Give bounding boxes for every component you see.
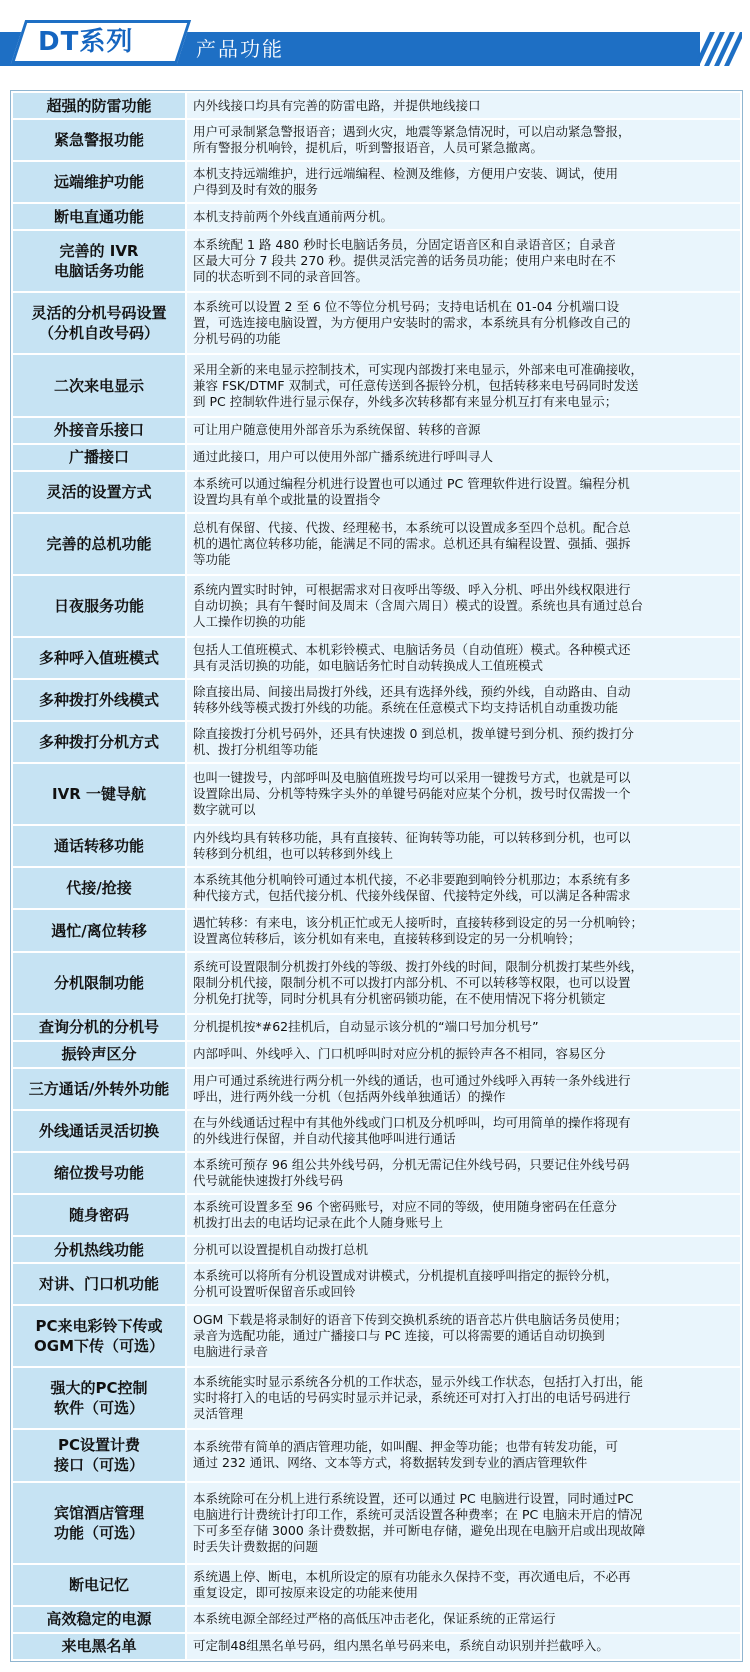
feature-description bbox=[187, 293, 740, 353]
feature-description bbox=[187, 1368, 740, 1428]
description-line: 重复设定，即可按原来设定的功能来使用 bbox=[193, 1584, 419, 1600]
feature-name bbox=[13, 1634, 185, 1659]
feature-name-line: 分机热线功能 bbox=[53, 1240, 144, 1259]
description-line: 除直接拨打分机号码外，还具有快速拨 0 到总机，拨单键号到分机、预约拨打分 bbox=[193, 726, 634, 742]
feature-name bbox=[13, 722, 185, 762]
description-line: 实时将打入的电话的号码实时显示并记录，系统还可对打入打出的电话号码进行 bbox=[193, 1390, 631, 1406]
feature-name-line: 强大的PC控制 bbox=[50, 1379, 148, 1398]
feature-description bbox=[187, 204, 740, 229]
description-line: 灵活管理 bbox=[193, 1406, 244, 1422]
feature-name-line: 二次来电显示 bbox=[53, 376, 144, 395]
description-line: 具有灵活切换的功能，如电脑话务忙时自动转换成人工值班模式 bbox=[193, 658, 544, 673]
feature-name bbox=[13, 120, 185, 160]
feature-name bbox=[13, 1483, 185, 1563]
description-line: 本机支持远端维护，进行远端编程、检测及维修，方便用户安装、调试，使用 bbox=[193, 166, 619, 182]
feature-name-line: 随身密码 bbox=[68, 1206, 129, 1225]
feature-description bbox=[187, 722, 740, 762]
description-line: 人工操作切换的功能 bbox=[193, 613, 306, 629]
description-line: 本系统除可在分机上进行系统设置，还可以通过 PC 电脑进行设置，同时通过PC bbox=[193, 1490, 634, 1506]
feature-name bbox=[13, 1195, 185, 1235]
description-line: 自动切换；具有午餐时间及周末（含周六周日）模式的设置。系统也具有通过总台 bbox=[193, 597, 644, 613]
description-line: 包括人工值班模式、本机彩铃模式、电脑话务员（自动值班）模式。各种模式还 bbox=[193, 642, 631, 657]
feature-description bbox=[187, 1634, 740, 1659]
table-row bbox=[13, 722, 740, 762]
feature-name-line: 远端维护功能 bbox=[53, 173, 144, 192]
feature-name-line: 多种拨打分机方式 bbox=[38, 733, 159, 752]
table-row bbox=[13, 1264, 740, 1304]
feature-name bbox=[13, 826, 185, 866]
feature-name bbox=[13, 1368, 185, 1428]
description-line: 设置均具有单个或批量的设置指令 bbox=[193, 491, 381, 507]
feature-name bbox=[13, 1264, 185, 1304]
feature-name-line: 功能（可选） bbox=[53, 1523, 144, 1542]
description-line: 置，可选连接电脑设置，为方便用户安装时的需求，本系统具有分机修改自己的 bbox=[193, 315, 631, 331]
table-row bbox=[13, 638, 740, 678]
description-line: 分机提机按*#62挂机后，自动显示该分机的“端口号加分机号” bbox=[193, 1019, 539, 1035]
table-row bbox=[13, 1153, 740, 1193]
feature-name-line: 宾馆酒店管理 bbox=[53, 1503, 144, 1522]
feature-name-line: 查询分机的分机号 bbox=[38, 1018, 159, 1037]
feature-description bbox=[187, 445, 740, 470]
description-line: 除直接出局、间接出局拨打外线，还具有选择外线，预约外线，自动路由、自动 bbox=[193, 684, 631, 700]
description-line: 等功能 bbox=[193, 551, 231, 567]
description-line: 到 PC 控制软件进行显示保存，外线多次转移都有来显分机互打有来电显示； bbox=[193, 393, 618, 409]
feature-name bbox=[13, 576, 185, 636]
description-line: 本系统可以通过编程分机进行设置也可以通过 PC 管理软件进行设置。编程分机 bbox=[193, 475, 630, 491]
table-row bbox=[13, 868, 740, 908]
table-row bbox=[13, 764, 740, 824]
feature-description bbox=[187, 826, 740, 866]
feature-name bbox=[13, 1042, 185, 1067]
feature-name bbox=[13, 93, 185, 118]
feature-name-line: 遇忙/离位转移 bbox=[51, 921, 147, 940]
feature-description bbox=[187, 1111, 740, 1151]
description-line: 本系统配 1 路 480 秒时长电脑话务员，分固定语音区和自录语音区；自录音 bbox=[193, 237, 616, 253]
description-line: 种代接方式，包括代接分机、代接外线保留、代接特定外线，可以满足各种需求 bbox=[193, 888, 631, 904]
feature-name bbox=[13, 231, 185, 291]
description-line: 本系统电源全部经过严格的高低压冲击老化，保证系统的正常运行 bbox=[193, 1611, 556, 1627]
section-subtitle: 产品功能 bbox=[196, 37, 284, 61]
description-line: 分机免打扰等，同时分机具有分机密码锁功能，在不使用情况下将分机锁定 bbox=[193, 990, 606, 1006]
description-line: 分机可以设置提机自动拨打总机 bbox=[193, 1241, 369, 1257]
feature-description bbox=[187, 355, 740, 415]
description-line: OGM 下载是将录制好的语音下传到交换机系统的语音芯片供电脑话务员使用； bbox=[193, 1312, 628, 1328]
feature-description bbox=[187, 638, 740, 678]
feature-name-line: 灵活的分机号码设置 bbox=[31, 304, 167, 323]
feature-name-line: 接口（可选） bbox=[53, 1456, 144, 1475]
description-line: 本系统能实时显示系统各分机的工作状态，显示外线工作状态，包括打入打出，能 bbox=[193, 1374, 644, 1390]
description-line: 用户可录制紧急警报语音；遇到火灾，地震等紧急情况时，可以启动紧急警报， bbox=[193, 124, 631, 140]
description-line: 电脑进行录音 bbox=[193, 1344, 269, 1360]
description-line: 系统遇上停、断电，本机所设定的原有功能永久保持不变，再次通电后，不必再 bbox=[193, 1568, 631, 1584]
description-line: 机拨打出去的电话均记录在此个人随身账号上 bbox=[193, 1215, 444, 1231]
feature-name bbox=[13, 868, 185, 908]
feature-name-line: 外接音乐接口 bbox=[53, 421, 144, 440]
description-line: 本系统其他分机响铃可通过本机代接，不必非要跑到响铃分机那边；本系统有多 bbox=[193, 872, 631, 888]
table-row bbox=[13, 680, 740, 720]
description-line: 内外线均具有转移功能，具有直接转、征询转等功能，可以转移到分机，也可以 bbox=[193, 830, 631, 846]
description-line: 区最大可分 7 段共 270 秒。提供灵活完善的话务员功能；使用户来电时在不 bbox=[193, 253, 616, 269]
description-line: 内外线接口均具有完善的防雷电路，并提供地线接口 bbox=[193, 97, 481, 113]
section-header bbox=[0, 20, 750, 66]
description-line: 分机可设置听保留音乐或回铃 bbox=[193, 1284, 356, 1300]
feature-name-line: 振铃声区分 bbox=[61, 1045, 137, 1064]
description-line: 数字就可以 bbox=[193, 802, 256, 818]
table-row bbox=[13, 1430, 740, 1480]
feature-name-line: 断电记忆 bbox=[68, 1575, 129, 1594]
feature-name-line: OGM下传（可选） bbox=[34, 1337, 164, 1356]
feature-name-line: 完善的总机功能 bbox=[46, 534, 152, 553]
feature-name-line: 多种呼入值班模式 bbox=[38, 649, 159, 667]
description-line: 采用全新的来电显示控制技术，可实现内部拨打来电显示，外部来电可准确接收， bbox=[193, 361, 644, 377]
feature-name-line: PC来电彩铃下传或 bbox=[35, 1317, 163, 1336]
feature-name bbox=[13, 1306, 185, 1366]
description-line: 电脑进行计费统计打印工作，系统可灵活设置各种费率；在 PC 电脑未开启的情况 bbox=[193, 1506, 643, 1522]
table-row bbox=[13, 472, 740, 512]
description-line: 机的遇忙离位转移功能，能满足不同的需求。总机还具有编程设置、强插、强拆 bbox=[193, 535, 631, 551]
series-title: DT系列 bbox=[38, 27, 134, 57]
description-line: 代号就能快速拨打外线号码 bbox=[193, 1172, 344, 1188]
table-row bbox=[13, 204, 740, 229]
feature-name bbox=[13, 162, 185, 202]
description-line: 通过此接口，用户可以使用外部广播系统进行呼叫寻人 bbox=[193, 449, 494, 465]
feature-description bbox=[187, 1264, 740, 1304]
description-line: 也叫一键拨号，内部呼叫及电脑值班拨号均可以采用一键拨号方式，也就是可以 bbox=[193, 770, 631, 786]
table-row bbox=[13, 162, 740, 202]
description-line: 本系统可以设置 2 至 6 位不等位分机号码；支持电话机在 01-04 分机端口设 bbox=[193, 299, 620, 315]
table-row bbox=[13, 1483, 740, 1563]
feature-name bbox=[13, 1069, 185, 1109]
description-line: 总机有保留、代接、代拨、经理秘书，本系统可以设置成多至四个总机。配合总 bbox=[193, 519, 631, 535]
description-line: 所有警报分机响铃，提机后，听到警报语音，人员可紧急撤离。 bbox=[193, 140, 544, 156]
feature-description bbox=[187, 953, 740, 1013]
feature-name bbox=[13, 638, 185, 678]
feature-description bbox=[187, 1042, 740, 1067]
feature-name bbox=[13, 472, 185, 512]
description-line: 系统可设置限制分机拨打外线的等级、拨打外线的时间，限制分机拨打某些外线， bbox=[193, 958, 644, 974]
table-row bbox=[13, 1237, 740, 1262]
description-line: 内部呼叫、外线呼入、门口机呼叫时对应分机的振铃声各不相同，容易区分 bbox=[193, 1046, 606, 1062]
feature-name bbox=[13, 514, 185, 574]
feature-name-line: 来电黑名单 bbox=[61, 1637, 137, 1656]
feature-name-line: 缩位拨号功能 bbox=[53, 1163, 144, 1182]
feature-description bbox=[187, 1565, 740, 1605]
feature-description bbox=[187, 514, 740, 574]
table-row bbox=[13, 1607, 740, 1632]
table-row bbox=[13, 1015, 740, 1040]
description-line: 限制分机代接，限制分机不可以拨打内部分机、不可以转移等权限，也可以设置 bbox=[193, 974, 631, 990]
feature-name-line: 代接/抢接 bbox=[66, 879, 132, 898]
feature-name-line: 软件（可选） bbox=[53, 1399, 144, 1418]
description-line: 转移到分机组，也可以转移到外线上 bbox=[193, 846, 394, 862]
feature-name-line: IVR 一键导航 bbox=[52, 785, 146, 804]
table-row bbox=[13, 826, 740, 866]
feature-description bbox=[187, 868, 740, 908]
description-line: 分机号码的功能 bbox=[193, 331, 281, 347]
feature-description bbox=[187, 231, 740, 291]
table-row bbox=[13, 576, 740, 636]
table-row bbox=[13, 93, 740, 118]
feature-name bbox=[13, 1111, 185, 1151]
description-line: 可让用户随意使用外部音乐为系统保留、转移的音源 bbox=[193, 422, 481, 438]
feature-name bbox=[13, 445, 185, 470]
table-row bbox=[13, 120, 740, 160]
table-row bbox=[13, 1306, 740, 1366]
feature-description bbox=[187, 472, 740, 512]
feature-description bbox=[187, 1483, 740, 1563]
description-line: 系统内置实时时钟，可根据需求对日夜呼出等级、呼入分机、呼出外线权限进行 bbox=[193, 581, 631, 597]
table-row bbox=[13, 1042, 740, 1067]
feature-name-line: 通话转移功能 bbox=[53, 837, 144, 856]
feature-name-line: 日夜服务功能 bbox=[53, 596, 144, 615]
table-row bbox=[13, 1565, 740, 1605]
feature-name bbox=[13, 680, 185, 720]
feature-name-line: 灵活的设置方式 bbox=[46, 482, 152, 501]
table-row bbox=[13, 355, 740, 415]
description-line: 本系统带有简单的酒店管理功能，如叫醒、押金等功能；也带有转发功能，可 bbox=[193, 1439, 619, 1455]
table-row bbox=[13, 1634, 740, 1659]
feature-name-line: 超强的防雷功能 bbox=[46, 96, 152, 115]
feature-name bbox=[13, 910, 185, 950]
table-row bbox=[13, 418, 740, 443]
description-line: 本系统可预存 96 组公共外线号码，分机无需记住外线号码，只要记住外线号码 bbox=[193, 1156, 630, 1172]
feature-description bbox=[187, 1607, 740, 1632]
description-line: 呼出，进行两外线一分机（包括两外线单独通话）的操作 bbox=[193, 1088, 506, 1104]
feature-name-line: 紧急警报功能 bbox=[53, 131, 144, 150]
feature-name bbox=[13, 293, 185, 353]
feature-name-line: （分机自改号码） bbox=[38, 324, 159, 343]
feature-name-line: 完善的 IVR bbox=[59, 242, 139, 261]
feature-name bbox=[13, 1430, 185, 1480]
feature-description bbox=[187, 1015, 740, 1040]
feature-description bbox=[187, 680, 740, 720]
feature-name-line: 三方通话/外转外功能 bbox=[28, 1079, 170, 1098]
feature-description bbox=[187, 764, 740, 824]
feature-name-line: 高效稳定的电源 bbox=[46, 1610, 152, 1629]
feature-name bbox=[13, 418, 185, 443]
table-row bbox=[13, 445, 740, 470]
feature-name bbox=[13, 1015, 185, 1040]
description-line: 本系统可设置多至 96 个密码账号，对应不同的等级，使用随身密码在任意分 bbox=[193, 1199, 617, 1215]
feature-name-line: 对讲、门口机功能 bbox=[38, 1275, 159, 1294]
description-line: 时丢失计费数据的问题 bbox=[193, 1538, 319, 1554]
feature-name bbox=[13, 1237, 185, 1262]
description-line: 下可多至存储 3000 条计费数据，并可断电存储，避免出现在电脑开启或出现故障 bbox=[193, 1522, 646, 1538]
feature-name-line: 断电直通功能 bbox=[53, 207, 144, 226]
description-line: 遇忙转移：有来电，该分机正忙或无人接听时，直接转移到设定的另一分机响铃； bbox=[193, 914, 644, 930]
description-line: 本机支持前两个外线直通前两分机。 bbox=[193, 208, 394, 224]
description-line: 通过 232 通讯、网络、文本等方式，将数据转发到专业的酒店管理软件 bbox=[193, 1455, 588, 1471]
description-line: 户得到及时有效的服务 bbox=[193, 182, 319, 198]
decorative-stripes bbox=[696, 32, 742, 66]
feature-name bbox=[13, 953, 185, 1013]
description-line: 机、拨打分机组等功能 bbox=[193, 742, 319, 758]
table-row bbox=[13, 1111, 740, 1151]
description-line: 录音为选配功能，通过广播接口与 PC 连接，可以将需要的通话自动切换到 bbox=[193, 1328, 605, 1344]
description-line: 设置离位转移后，该分机如有来电，直接转移到设定的另一分机响铃； bbox=[193, 930, 581, 946]
description-line: 的外线进行保留，并自动代接其他呼叫进行通话 bbox=[193, 1130, 456, 1146]
feature-name-line: 广播接口 bbox=[68, 448, 129, 467]
description-line: 设置除出局、分机等特殊字头外的单键号码能对应某个分机，拨号时仅需拨一个 bbox=[193, 786, 631, 802]
description-line: 同的状态听到不同的录音回答。 bbox=[193, 269, 369, 285]
table-row bbox=[13, 910, 740, 950]
feature-name bbox=[13, 204, 185, 229]
description-line: 用户可通过系统进行两分机一外线的通话，也可通过外线呼入再转一条外线进行 bbox=[193, 1072, 631, 1088]
feature-name bbox=[13, 1565, 185, 1605]
table-row bbox=[13, 293, 740, 353]
feature-description bbox=[187, 418, 740, 443]
feature-name bbox=[13, 1607, 185, 1632]
feature-table bbox=[10, 90, 743, 1662]
feature-name bbox=[13, 1153, 185, 1193]
feature-name bbox=[13, 764, 185, 824]
feature-description bbox=[187, 1195, 740, 1235]
feature-description bbox=[187, 120, 740, 160]
feature-description bbox=[187, 1306, 740, 1366]
description-line: 可定制48组黑名单号码，组内黑名单号码来电，系统自动识别并拦截呼入。 bbox=[193, 1638, 609, 1654]
feature-name bbox=[13, 355, 185, 415]
feature-name-line: 多种拨打外线模式 bbox=[38, 691, 159, 710]
description-line: 转移外线等模式拨打外线的功能。系统在任意模式下均支持话机自动重拨功能 bbox=[193, 700, 619, 716]
feature-description bbox=[187, 162, 740, 202]
table-row bbox=[13, 231, 740, 291]
table-row bbox=[13, 953, 740, 1013]
description-line: 兼容 FSK/DTMF 双制式，可任意传送到各振铃分机，包括转移来电号码同时发送 bbox=[193, 377, 639, 393]
feature-name-line: PC设置计费 bbox=[57, 1436, 140, 1455]
feature-name-line: 外线通话灵活切换 bbox=[38, 1121, 159, 1140]
feature-description bbox=[187, 1153, 740, 1193]
feature-name-line: 电脑话务功能 bbox=[53, 262, 144, 281]
feature-description bbox=[187, 1237, 740, 1262]
feature-description bbox=[187, 576, 740, 636]
table-row bbox=[13, 1069, 740, 1109]
table-row bbox=[13, 1195, 740, 1235]
feature-description bbox=[187, 93, 740, 118]
feature-description bbox=[187, 1069, 740, 1109]
description-line: 本系统可以将所有分机设置成对讲模式，分机提机直接呼叫指定的振铃分机， bbox=[193, 1268, 619, 1284]
feature-description bbox=[187, 1430, 740, 1480]
feature-description bbox=[187, 910, 740, 950]
table-row bbox=[13, 1368, 740, 1428]
table-row bbox=[13, 514, 740, 574]
feature-name-line: 分机限制功能 bbox=[53, 973, 144, 992]
description-line: 在与外线通话过程中有其他外线或门口机及分机呼叫，均可用简单的操作将现有 bbox=[193, 1114, 631, 1130]
